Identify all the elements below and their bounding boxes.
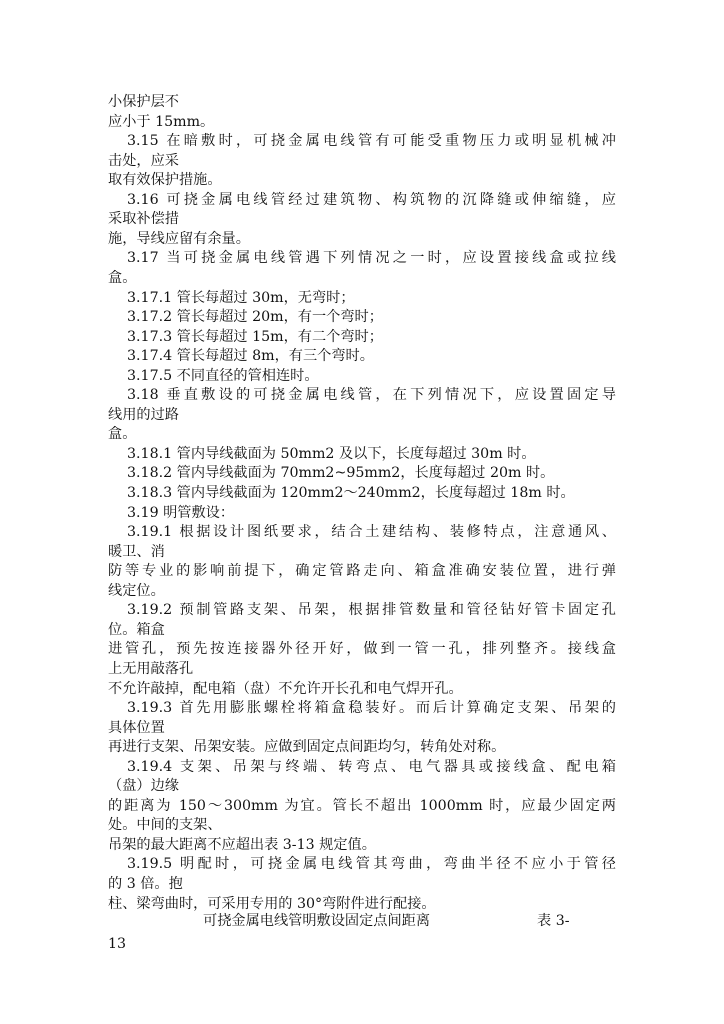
text-line: 柱、梁弯曲时，可采用专用的 30°弯附件进行配接。 [108,895,436,912]
item-3-19-4: 3.19.4 支架、吊架与终端、转弯点、电气器具或接线盒、配电箱 [127,758,616,775]
text-line: 上无用敲落孔 [108,660,194,677]
text-line: 击处，应采 [108,152,179,169]
text-line: 防等专业的影响前提下，确定管路走向、箱盒准确安装位置，进行弹 [108,563,616,580]
text-line: 的 3 倍。抱 [108,876,183,892]
item-3-17-2: 3.17.2 管长每超过 20m，有一个弯时； [127,309,383,326]
text-line: 暖卫、消 [108,543,165,560]
text-line: 具体位置 [108,719,165,736]
heading-3-19: 3.19 明管敷设： [127,504,235,521]
item-3-18-1: 3.18.1 管内导线截面为 50mm2 及以下，长度每超过 30m 时。 [127,445,536,462]
item-3-17-4: 3.17.4 管长每超过 8m，有三个弯时。 [127,348,374,365]
paragraph-3-16: 3.16 可挠金属电线管经过建筑物、构筑物的沉降缝或伸缩缝，应 [127,191,616,208]
text-line: 盒。 [108,426,137,443]
text-line: 不允许敲掉，配电箱（盘）不允许开长孔和电气焊开孔。 [108,680,463,697]
text-line: 线定位。 [108,582,165,599]
item-3-19-5: 3.19.5 明配时，可挠金属电线管其弯曲，弯曲半径不应小于管径 [127,856,616,873]
item-3-18-2: 3.18.2 管内导线截面为 70mm2~95mm2，长度每超过 20m 时。 [127,465,555,482]
text-line: 施，导线应留有余量。 [108,230,250,247]
text-line: 进管孔，预先按连接器外径开好，做到一管一孔，排列整齐。接线盒 [108,641,616,658]
item-3-17-1: 3.17.1 管长每超过 30m，无弯时； [127,289,355,306]
text-line: 的距离为 150～300mm 为宜。管长不超出 1000mm 时，应最少固定两 [108,797,616,814]
text-line: 小保护层不 [108,94,179,110]
text-line: 吊架的最大距离不应超出表 3-13 规定值。 [108,836,376,853]
text-line: 处。中间的支架、 [108,817,222,834]
text-line: 取有效保护措施。 [108,172,222,189]
item-3-19-1: 3.19.1 根据设计图纸要求，结合土建结构、装修特点，注意通风、 [127,524,616,541]
item-3-19-2: 3.19.2 预制管路支架、吊架，根据排管数量和管径钻好管卡固定孔 [127,602,616,619]
text-line: 线用的过路 [108,406,179,423]
item-3-18-3: 3.18.3 管内导线截面为 120mm2～240mm2，长度每超过 18m 时。 [127,485,575,501]
item-3-17-5: 3.17.5 不同直径的管相连时。 [127,367,319,384]
text-line: 采取补偿措 [108,211,179,228]
item-3-19-3: 3.19.3 首先用膨胀螺栓将箱盒稳装好。而后计算确定支架、吊架的 [127,700,616,717]
text-line: （盘）边缘 [108,778,179,795]
text-line: 盒。 [108,269,137,286]
paragraph-3-18: 3.18 垂直敷设的可挠金属电线管，在下列情况下，应设置固定导 [127,387,616,404]
text-line: 位。箱盒 [108,621,165,638]
text-line: 应小于 15mm。 [108,113,215,130]
text-line: 再进行支架、吊架安装。应做到固定点间距均匀，转角处对称。 [108,739,506,756]
table-number: 表 3- [537,913,570,929]
paragraph-3-17: 3.17 当可挠金属电线管遇下列情况之一时，应设置接线盒或拉线 [127,250,616,267]
table-number-tail: 13 [108,936,127,952]
item-3-17-3: 3.17.3 管长每超过 15m，有二个弯时； [127,328,383,345]
table-caption: 可挠金属电线管明敷设固定点间距离 [203,913,431,929]
paragraph-3-15: 3.15 在暗敷时，可挠金属电线管有可能受重物压力或明显机械冲 [127,133,616,150]
